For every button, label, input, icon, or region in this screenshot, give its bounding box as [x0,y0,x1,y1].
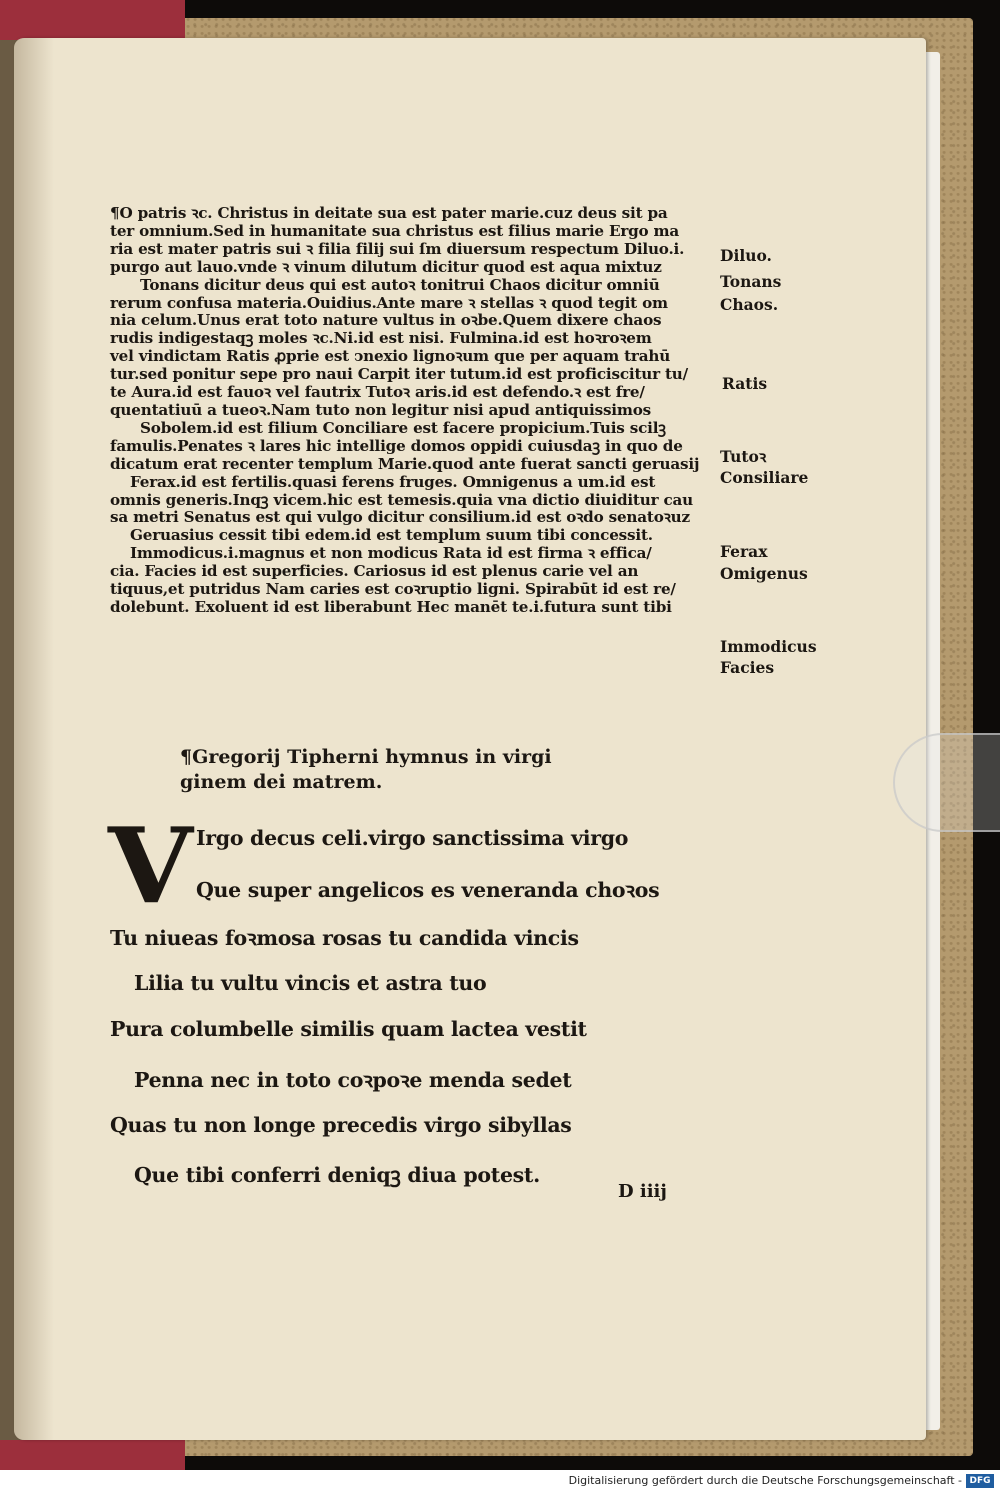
commentary-line: nia celum.Unus erat toto nature vultus in oꝛbe.Quem dixere chaos [110,311,662,330]
verse-line: Lilia tu vultu vincis et astra tuo [134,971,487,995]
footer-bar [0,1470,1000,1493]
commentary-line: omnis generis.Inqꝫ vicem.hic est temesis.quia vna dictio diuiditur cau [110,490,694,509]
funding-credit: Digitalisierung gefördert durch die Deutsche Forschungsgemeinschaft - [568,1474,962,1487]
marginal-note: Tonans [720,272,782,291]
verse-line: Que tibi conferri deniqꝫ diua potest. [134,1163,540,1187]
commentary-line: Tonans dicitur deus qui est autoꝛ tonitrui Chaos dicitur omniū [140,275,660,294]
commentary-line: ¶O patris ꝛc. Christus in deitate sua est pater marie.cuz deus sit pa [110,204,668,222]
hymn-heading-line: ¶Gregorij Tipherni hymnus in virgi [180,746,552,768]
commentary-line: Immodicus.i.magnus et non modicus Rata id est firma ꝛ effica/ [130,544,652,563]
marginal-note: Omigenus [720,564,808,583]
commentary-line: Ferax.id est fertilis.quasi ferens fruges. Omnigenus a um.id est [130,472,656,491]
commentary-line: tur.sed ponitur sepe pro naui Carpit iter tutum.id est proficiscitur tu/ [110,365,688,384]
verse-line: Que super angelicos es veneranda choꝛos [196,878,660,902]
marginal-note: Chaos. [720,295,779,314]
commentary-line: ria est mater patris sui ꝛ filia filij sui ſm diuersum respectum Diluo.i. [110,239,685,258]
commentary-line: te Aura.id est fauoꝛ vel fautrix Tutoꝛ aris.id est defendo.ꝛ est fre/ [110,383,645,402]
commentary-line: rudis indigestaqꝫ moles ꝛc.Ni.id est nisi. Fulmina.id est hoꝛroꝛem [110,329,652,348]
commentary-line: ter omnium.Sed in humanitate sua christus est filius marie Ergo ma [110,221,680,240]
marginal-note: Ferax [720,542,768,561]
hymn-heading-line: ginem dei matrem. [180,771,383,793]
commentary-line: vel vindictam Ratis ꝓprie est ↄnexio lignoꝛum que per aquam trahū [110,347,671,366]
marginal-note: Immodicus [720,637,817,656]
commentary-line: Sobolem.id est filium Conciliare est facere propicium.Tuis scilꝫ [140,418,666,437]
verse-line: Quas tu non longe precedis virgo sibyllas [110,1113,572,1137]
page-gutter-shadow [14,38,54,1440]
commentary-line: dicatum erat recenter templum Marie.quod ante fuerat sancti geruasij [110,454,700,473]
marginal-note: Diluo. [720,246,772,265]
page-clip [893,733,1000,832]
verse-line: Irgo decus celi.virgo sanctissima virgo [196,826,629,850]
commentary-line: dolebunt. Exoluent id est liberabunt Hec manēt te.i.futura sunt tibi [110,597,672,616]
commentary-line: rerum confusa materia.Ouidius.Ante mare ꝛ stellas ꝛ quod tegit om [110,293,668,312]
signature-mark: D iiij [618,1181,667,1202]
marginal-note: Tutoꝛ [720,447,767,466]
marginal-note: Ratis [722,374,768,393]
commentary-block [110,205,722,617]
verse-line: Tu niueas foꝛmosa rosas tu candida vincis [110,926,579,950]
commentary-line: sa metri Senatus est qui vulgo dicitur consilium.id est oꝛdo senatoꝛuz [110,508,690,527]
commentary-line: famulis.Penates ꝛ lares hic intellige domos oppidi cuiusdaꝫ in quo de [110,436,683,455]
marginal-note: Facies [720,658,775,677]
commentary-line: cia. Facies id est superficies. Cariosus id est plenus carie vel an [110,562,639,581]
commentary-line: purgo aut lauo.vnde ꝛ vinum dilutum dicitur quod est aqua mixtuz [110,257,662,276]
marginal-note: Consiliare [720,468,809,487]
commentary-line: Geruasius cessit tibi edem.id est templum suum tibi concessit. [130,526,653,545]
hymn-heading [180,745,600,795]
verse-line: Pura columbelle similis quam lactea vestit [110,1017,587,1041]
decorated-initial: V [107,804,193,927]
commentary-line: quentatiuū a tueoꝛ.Nam tuto non legitur nisi apud antiquissimos [110,400,652,419]
dfg-logo-icon: DFG [966,1474,994,1488]
commentary-line: tiquus,et putridus Nam caries est coꝛruptio ligni. Spirabūt id est re/ [110,580,676,599]
verse-line: Penna nec in toto coꝛpoꝛe menda sedet [134,1068,572,1092]
